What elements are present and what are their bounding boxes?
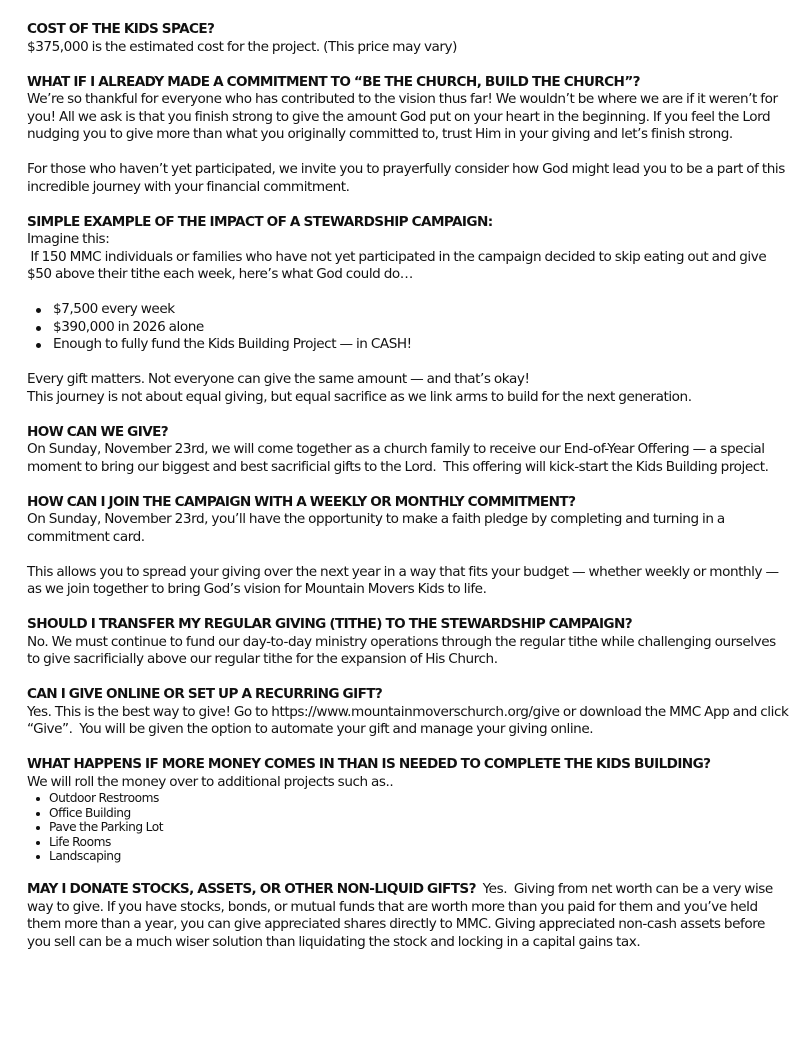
list-item: $7,500 every week <box>53 301 791 319</box>
spacer <box>27 354 791 372</box>
section-heading: HOW CAN WE GIVE? <box>27 423 169 440</box>
list-item: Enough to fully fund the Kids Building Project — in CASH! <box>53 336 791 354</box>
faq-tithe-transfer <box>27 616 791 669</box>
faq-stewardship-example <box>27 214 791 407</box>
section-heading: MAY I DONATE STOCKS, ASSETS, OR OTHER NON-LIQUID GIFTS? <box>27 881 476 897</box>
faq-surplus-funds <box>27 756 791 864</box>
section-heading: SHOULD I TRANSFER MY REGULAR GIVING (TITHE) TO THE STEWARDSHIP CAMPAIGN? <box>27 616 633 632</box>
section-paragraph: This allows you to spread your giving over the next year in a way that fits your budget — whether weekly or monthly — as we join together to bring God’s vision for Mountain Movers Kids to life. <box>27 563 779 597</box>
spacer <box>27 144 791 162</box>
spacer <box>27 284 791 302</box>
section-heading: HOW CAN I JOIN THE CAMPAIGN WITH A WEEKLY OR MONTHLY COMMITMENT? <box>27 493 576 510</box>
list-item: Landscaping <box>49 849 791 864</box>
intro-line: Imagine this: <box>27 231 110 247</box>
section-heading: SIMPLE EXAMPLE OF THE IMPACT OF A STEWARDSHIP CAMPAIGN: <box>27 213 493 230</box>
impact-list <box>27 301 791 354</box>
list-item: $390,000 in 2026 alone <box>53 319 791 337</box>
list-item: Pave the Parking Lot <box>49 820 791 835</box>
section-body: Yes. Giving from net worth can be a very wise way to give. If you have stocks, bonds, or mutual funds that are worth more than you paid for them and you’ve held them more than a year, you can give appreciated shares directly to MMC. Giving appreciated non-cash assets before you sell can be a much wiser solution than liquidating the stock and locking in a capital gains tax. <box>27 881 777 950</box>
faq-cost <box>27 21 791 56</box>
section-paragraph: For those who haven’t yet participated, we invite you to prayerfully consider how God might lead you to be a part of this incredible journey with your financial commitment. <box>27 161 785 195</box>
faq-weekly-monthly <box>27 494 791 599</box>
faq-online-giving <box>27 686 791 739</box>
section-paragraph: We’re so thankful for everyone who has contributed to the vision thus far! We wouldn’t be where we are if it weren’t for you! All we ask is that you finish strong to give the amount God put on your heart in the beginning. If you feel the Lord nudging you to give more than what you originally committed to, trust Him in your giving and let’s finish strong. <box>27 91 778 142</box>
closing-line: Every gift matters. Not everyone can give the same amount — and that’s okay! <box>27 371 530 387</box>
section-paragraph <box>27 881 791 951</box>
section-heading: WHAT HAPPENS IF MORE MONEY COMES IN THAN IS NEEDED TO COMPLETE THE KIDS BUILDING? <box>27 756 711 772</box>
closing-line: This journey is not about equal giving, but equal sacrifice as we link arms to build for the next generation. <box>27 388 692 405</box>
section-body: We will roll the money over to additional projects such as.. <box>27 773 394 790</box>
section-body: On Sunday, November 23rd, we will come together as a church family to receive our End-of-Year Offering — a special moment to bring our biggest and best sacrificial gifts to the Lord. This offering will kick-start the Kids Building project. <box>27 441 769 475</box>
section-paragraph: On Sunday, November 23rd, you’ll have the opportunity to make a faith pledge by completing and turning in a commitment card. <box>27 511 725 545</box>
spacer <box>27 546 791 564</box>
section-body: Yes. This is the best way to give! Go to https://www.mountainmoverschurch.org/give or download the MMC App and click “Give”. You will be given the option to automate your gift and manage your giving online. <box>27 703 792 737</box>
section-heading: CAN I GIVE ONLINE OR SET UP A RECURRING GIFT? <box>27 686 383 702</box>
faq-existing-commitment <box>27 74 791 197</box>
faq-how-to-give <box>27 424 791 477</box>
section-heading: WHAT IF I ALREADY MADE A COMMITMENT TO “BE THE CHURCH, BUILD THE CHURCH”? <box>27 73 640 90</box>
list-item: Life Rooms <box>49 835 791 850</box>
additional-projects-list <box>27 791 791 864</box>
section-body: No. We must continue to fund our day-to-day ministry operations through the regular tithe while challenging ourselves to give sacrificially above our regular tithe for the expansion of His Church. <box>27 633 776 667</box>
section-body: $375,000 is the estimated cost for the project. (This price may vary) <box>27 38 458 55</box>
list-item: Office Building <box>49 806 791 821</box>
intro-line: If 150 MMC individuals or families who have not yet participated in the campaign decided to skip eating out and give $50 above their tithe each week, here’s what God could do… <box>27 248 770 282</box>
faq-non-liquid-gifts <box>27 881 791 951</box>
section-heading: COST OF THE KIDS SPACE? <box>27 21 215 37</box>
list-item: Outdoor Restrooms <box>49 791 791 806</box>
